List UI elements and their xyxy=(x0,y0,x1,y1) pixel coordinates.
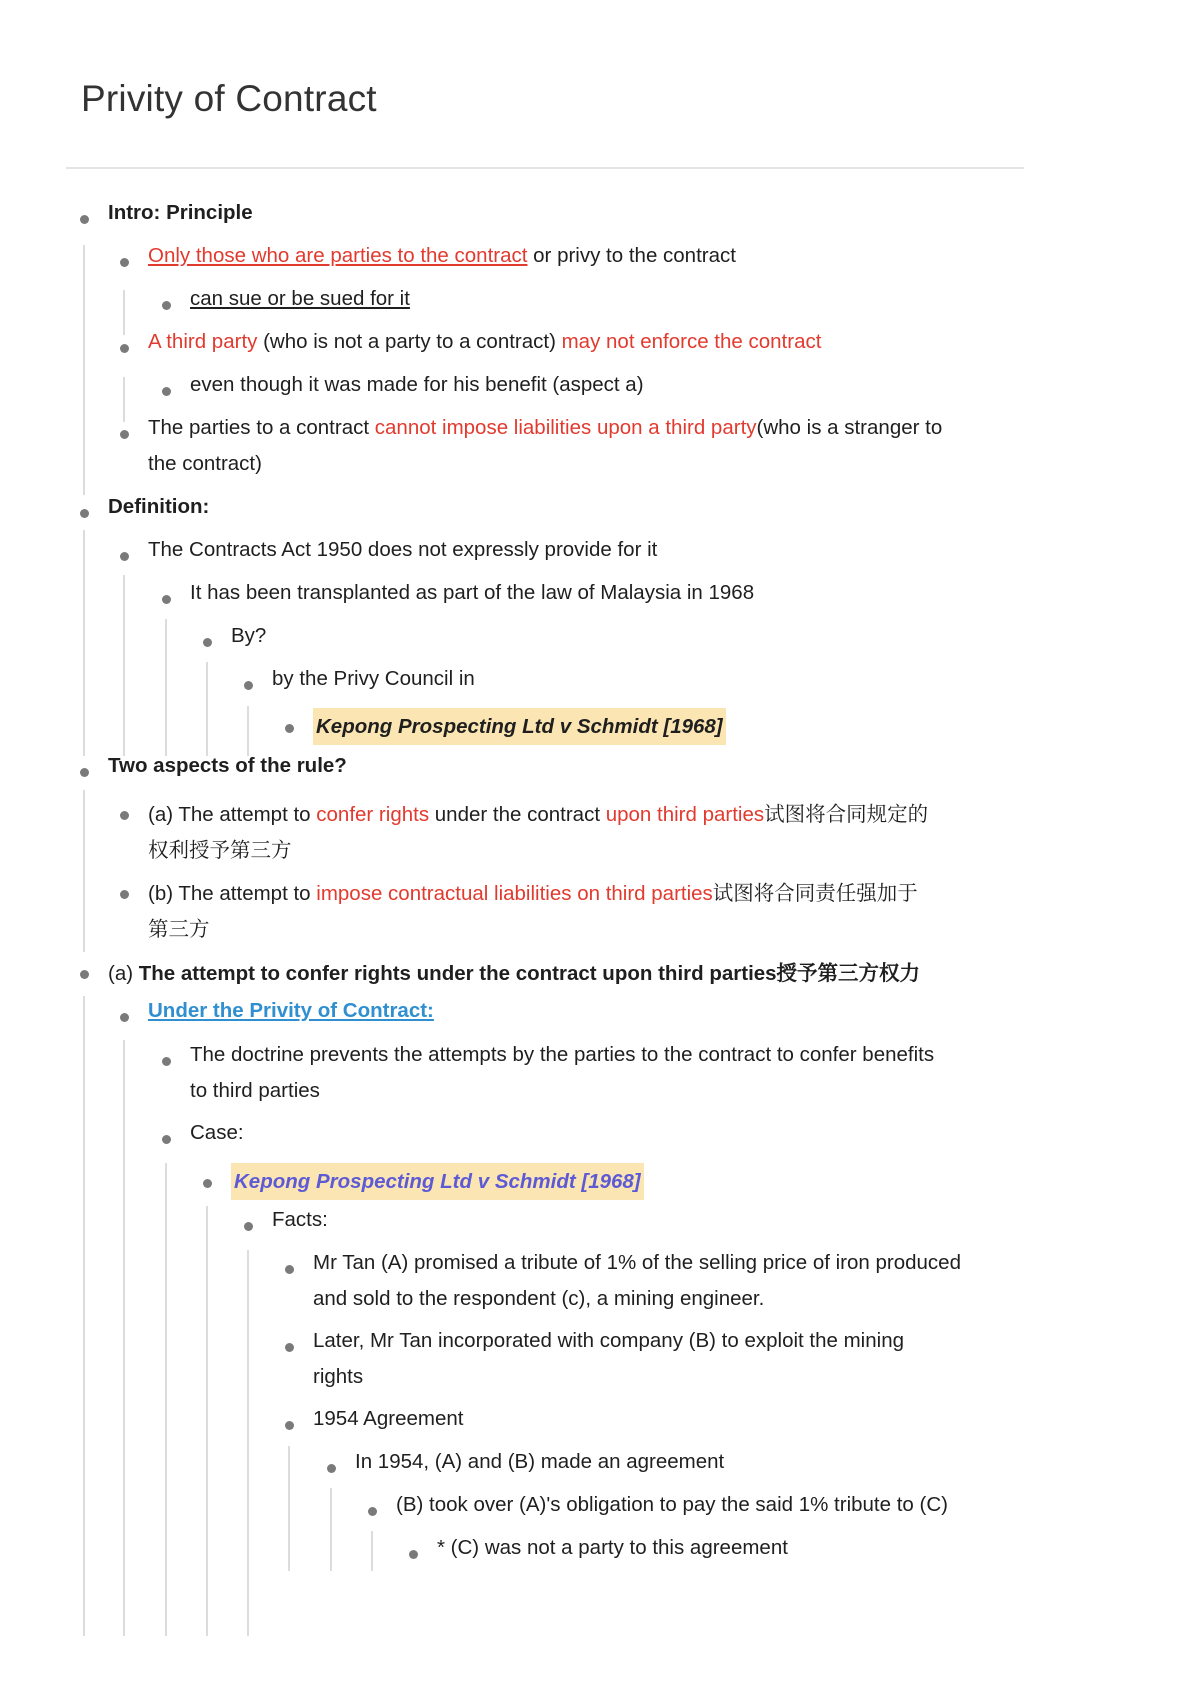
intro-point-2 xyxy=(148,330,821,354)
intro-point-3-cont: the contract) xyxy=(148,452,262,475)
bullet xyxy=(80,768,89,777)
bullet xyxy=(244,681,253,690)
guide-line xyxy=(83,245,85,495)
bullet xyxy=(162,387,171,396)
bullet xyxy=(120,430,129,439)
confer-heading-bold: The attempt to confer rights under the contract upon third parties授予第三方权力 xyxy=(138,962,921,985)
guide-line xyxy=(123,1040,125,1636)
guide-line xyxy=(247,1250,249,1636)
bullet xyxy=(285,1265,294,1274)
aspect-b-cont: 第三方 xyxy=(148,918,210,941)
intro-point-2-red2: may not enforce the contract xyxy=(561,330,822,353)
fact-3-sub-1: In 1954, (A) and (B) made an agreement xyxy=(355,1450,725,1473)
definition-heading: Definition: xyxy=(108,495,210,518)
guide-line xyxy=(371,1531,373,1571)
case-label: Case: xyxy=(190,1121,244,1144)
bullet xyxy=(327,1464,336,1473)
fact-1-line-1: Mr Tan (A) promised a tribute of 1% of the selling price of iron produced xyxy=(313,1251,961,1274)
bullet xyxy=(203,638,212,647)
intro-point-3 xyxy=(148,416,942,440)
intro-point-3-a: The parties to a contract xyxy=(148,416,375,439)
confer-heading-prefix: (a) xyxy=(108,962,139,985)
bullet xyxy=(120,552,129,561)
fact-1-line-2: and sold to the respondent (c), a mining engineer. xyxy=(313,1287,765,1310)
aspect-a-cn1: 试图将合同规定的 xyxy=(764,803,929,826)
bullet xyxy=(80,509,89,518)
intro-point-1 xyxy=(148,244,736,268)
bullet xyxy=(244,1222,253,1231)
bullet xyxy=(120,890,129,899)
aspect-a-mid: under the contract xyxy=(429,803,606,826)
bullet xyxy=(368,1507,377,1516)
aspect-b xyxy=(148,876,918,906)
bullet xyxy=(120,1013,129,1022)
guide-line xyxy=(123,290,125,335)
bullet xyxy=(162,1135,171,1144)
definition-case-name: Kepong Prospecting Ltd v Schmidt [1968] xyxy=(313,708,726,745)
guide-line xyxy=(123,575,125,756)
guide-line xyxy=(83,790,85,952)
privity-link[interactable]: Under the Privity of Contract: xyxy=(148,999,434,1022)
guide-line xyxy=(83,996,85,1636)
bullet xyxy=(285,1421,294,1430)
guide-line xyxy=(206,662,208,756)
confer-heading xyxy=(108,956,920,986)
intro-point-2-mid: (who is not a party to a contract) xyxy=(257,330,562,353)
bullet xyxy=(80,970,89,979)
aspects-heading: Two aspects of the rule? xyxy=(108,754,347,777)
intro-point-3-b: (who is a stranger to xyxy=(756,416,943,439)
guide-line xyxy=(165,1163,167,1636)
definition-point-1: The Contracts Act 1950 does not expressly provide for it xyxy=(148,538,658,561)
guide-line xyxy=(288,1446,290,1571)
page-title: Privity of Contract xyxy=(81,78,377,119)
title-divider xyxy=(66,167,1024,169)
guide-line xyxy=(247,706,249,756)
guide-line xyxy=(330,1488,332,1571)
bullet xyxy=(120,811,129,820)
bullet xyxy=(203,1179,212,1188)
fact-2-line-2: rights xyxy=(313,1365,364,1388)
bullet xyxy=(285,724,294,733)
aspect-a xyxy=(148,797,928,827)
facts-label: Facts: xyxy=(272,1208,328,1231)
bullet xyxy=(285,1343,294,1352)
doctrine-line-1: The doctrine prevents the attempts by the parties to the contract to confer benefits xyxy=(190,1043,935,1066)
aspect-a-red2: upon third parties xyxy=(605,803,765,826)
aspect-b-prefix: (b) The attempt to xyxy=(148,882,317,905)
bullet xyxy=(80,215,89,224)
intro-point-1-rest: or privy to the contract xyxy=(527,244,736,267)
guide-line xyxy=(165,619,167,756)
intro-point-1-sub: can sue or be sued for it xyxy=(190,287,410,310)
fact-3: 1954 Agreement xyxy=(313,1407,464,1430)
definition-point-2: It has been transplanted as part of the law of Malaysia in 1968 xyxy=(190,581,755,604)
bullet xyxy=(162,595,171,604)
case-name: Kepong Prospecting Ltd v Schmidt [1968] xyxy=(231,1163,644,1200)
intro-point-2-red1: A third party xyxy=(148,330,258,353)
aspect-a-red1: confer rights xyxy=(316,803,430,826)
fact-3-sub-3: * (C) was not a party to this agreement xyxy=(437,1536,788,1559)
fact-2-line-1: Later, Mr Tan incorporated with company (B) to exploit the mining xyxy=(313,1329,904,1352)
aspect-b-red: impose contractual liabilities on third parties xyxy=(316,882,713,905)
aspect-b-cn1: 试图将合同责任强加于 xyxy=(712,882,918,905)
aspect-a-prefix: (a) The attempt to xyxy=(148,803,317,826)
bullet xyxy=(409,1550,418,1559)
definition-point-3: By? xyxy=(231,624,267,647)
definition-point-4: by the Privy Council in xyxy=(272,667,475,690)
bullet xyxy=(162,1057,171,1066)
intro-point-3-red: cannot impose liabilities upon a third party xyxy=(374,416,757,439)
aspect-a-cont: 权利授予第三方 xyxy=(148,839,292,862)
bullet xyxy=(120,258,129,267)
bullet xyxy=(162,301,171,310)
doctrine-line-2: to third parties xyxy=(190,1079,320,1102)
guide-line xyxy=(123,377,125,422)
bullet xyxy=(120,344,129,353)
fact-3-sub-2: (B) took over (A)'s obligation to pay the said 1% tribute to (C) xyxy=(396,1493,948,1516)
intro-heading: Intro: Principle xyxy=(108,201,253,224)
intro-point-1-red: Only those who are parties to the contract xyxy=(148,244,528,267)
intro-point-2-sub: even though it was made for his benefit (aspect a) xyxy=(190,373,644,396)
guide-line xyxy=(206,1206,208,1636)
guide-line xyxy=(83,530,85,756)
